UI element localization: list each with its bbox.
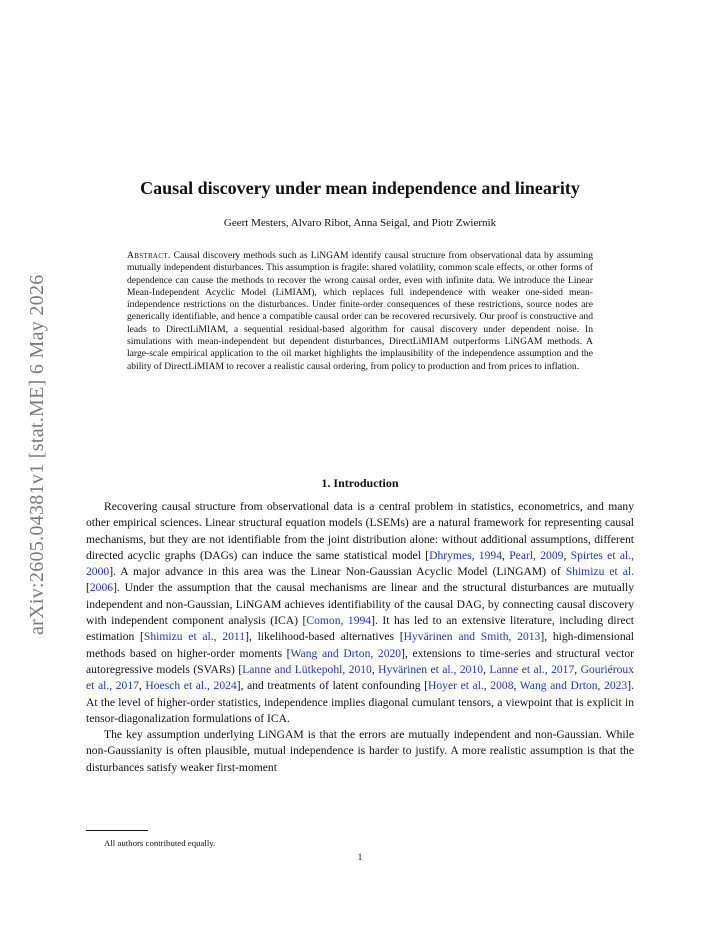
body-text: ], extensions to time-series and structural vector autoregressive models (SVARs) [ (86, 646, 634, 676)
citation-link[interactable]: Dhrymes, 1994 (429, 548, 502, 562)
body-text: , (574, 662, 581, 676)
abstract-label: Abstract. (127, 250, 171, 261)
abstract-text: Causal discovery methods such as LiNGAM identify causal structure from observational data by assuming mutually independent disturbances. This assumption is fragile: shared volatility, common scale effects, or other forms of dependence can cause the methods to recover the wrong causal order, even with infinite data. We introduce the Linear Mean-Independent Acyclic Model (LiMIAM), which replaces full independence with weaker one-sided mean-independence restrictions on the disturbances. Under finite-order consequences of these restrictions, source nodes are generically identifiable, and hence a compatible causal order can be recovered recursively. Our proof is constructive and leads to DirectLiMIAM, a sequential residual-based algorithm for causal discovery under dependent noise. In simulations with mean-independent but dependent disturbances, DirectLiMIAM outperforms LiNGAM methods. A large-scale empirical application to the oil market highlights the implausibility of the independence assumption and the ability of DirectLiMIAM to recover a realistic causal ordering, from policy to production and from prices to inflation. (127, 250, 593, 372)
body-text: , (483, 662, 490, 676)
footnote: All authors contributed equally. (104, 838, 216, 848)
body-text: ]. At the level of higher-order statistics, independence implies diagonal cumulant tensors, a viewpoint that is explicit in tensor-diagonalization formulations of ICA. (86, 679, 634, 725)
section-body (86, 499, 634, 776)
citation-link[interactable]: Wang and Drton, 2020 (290, 646, 402, 660)
citation-link[interactable]: Hoyer et al., 2008 (428, 679, 514, 693)
paragraph-1 (86, 499, 634, 727)
arxiv-identifier: arXiv:2605.04381v1 [stat.ME] 6 May 2026 (26, 274, 48, 636)
body-text: ], and treatments of latent confounding [ (236, 679, 428, 693)
body-text: , (138, 679, 146, 693)
citation-link[interactable]: 2006 (89, 581, 114, 595)
body-text: ]. A major advance in this area was the Linear Non-Gaussian Acyclic Model (LiNGAM) of (109, 565, 566, 579)
citation-link[interactable]: Comon, 1994 (306, 614, 372, 628)
body-text: , (513, 679, 520, 693)
citation-link[interactable]: Pearl, 2009 (509, 548, 564, 562)
body-text: , (563, 548, 571, 562)
citation-link[interactable]: Hoesch et al., 2024 (145, 679, 237, 693)
paragraph-2: The key assumption underlying LiNGAM is that the errors are mutually independent and non-Gaussian. While non-Gaussianity is often plausible, mutual independence is harder to justify. A more realistic assumption is that the disturbances satisfy weaker first-moment (86, 728, 634, 774)
citation-link[interactable]: Lanne et al., 2017 (489, 662, 575, 676)
body-text: ], high-dimensional methods based on higher-order moments [ (86, 630, 634, 660)
body-text: , (502, 548, 510, 562)
citation-link[interactable]: Shimizu et al. (565, 565, 635, 579)
body-text: , (371, 662, 379, 676)
page-number: 1 (357, 853, 363, 863)
body-text: ], likelihood-based alternatives [ (245, 630, 404, 644)
citation-link[interactable]: Wang and Drton, 2023 (519, 679, 628, 693)
citation-link[interactable]: Hyvärinen et al., 2010 (378, 662, 484, 676)
citation-link[interactable]: Gouriéroux et al., 2017 (86, 662, 635, 693)
body-text: ]. Under the assumption that the causal mechanisms are linear and the structural disturbances are mutually independent and non-Gaussian, LiNGAM achieves identifiability of the causal DAG, by connecting causal discovery with independent component analysis (ICA) [ (86, 581, 634, 628)
citation-link[interactable]: Lanne and Lütkepohl, 2010 (242, 662, 372, 676)
citation-link[interactable]: Shimizu et al., 2011 (143, 630, 246, 644)
citation-link[interactable]: Hyvärinen and Smith, 2013 (403, 630, 541, 644)
body-text: Recovering causal structure from observational data is a central problem in statistics, econometrics, and many other empirical sciences. Linear structural equation models (LSEMs) are a natural framework for representing causal mechanisms, but they are not identifiable from the joint distribution alone: without additional assumptions, different directed acyclic graphs (DAGs) can induce the same statistical model [ (86, 500, 634, 562)
paper-title: Causal discovery under mean independence and linearity (140, 178, 580, 198)
body-text: ]. It has led to an extensive literature, including direct estimation [ (86, 614, 634, 644)
abstract (127, 250, 593, 373)
author-list: Geert Mesters, Alvaro Ribot, Anna Seigal, and Piotr Zwiernik (223, 217, 497, 229)
body-text: [ (86, 581, 90, 595)
section-heading: 1. Introduction (321, 476, 399, 490)
footnote-rule (86, 830, 148, 831)
citation-link[interactable]: Spirtes et al., 2000 (86, 548, 635, 579)
